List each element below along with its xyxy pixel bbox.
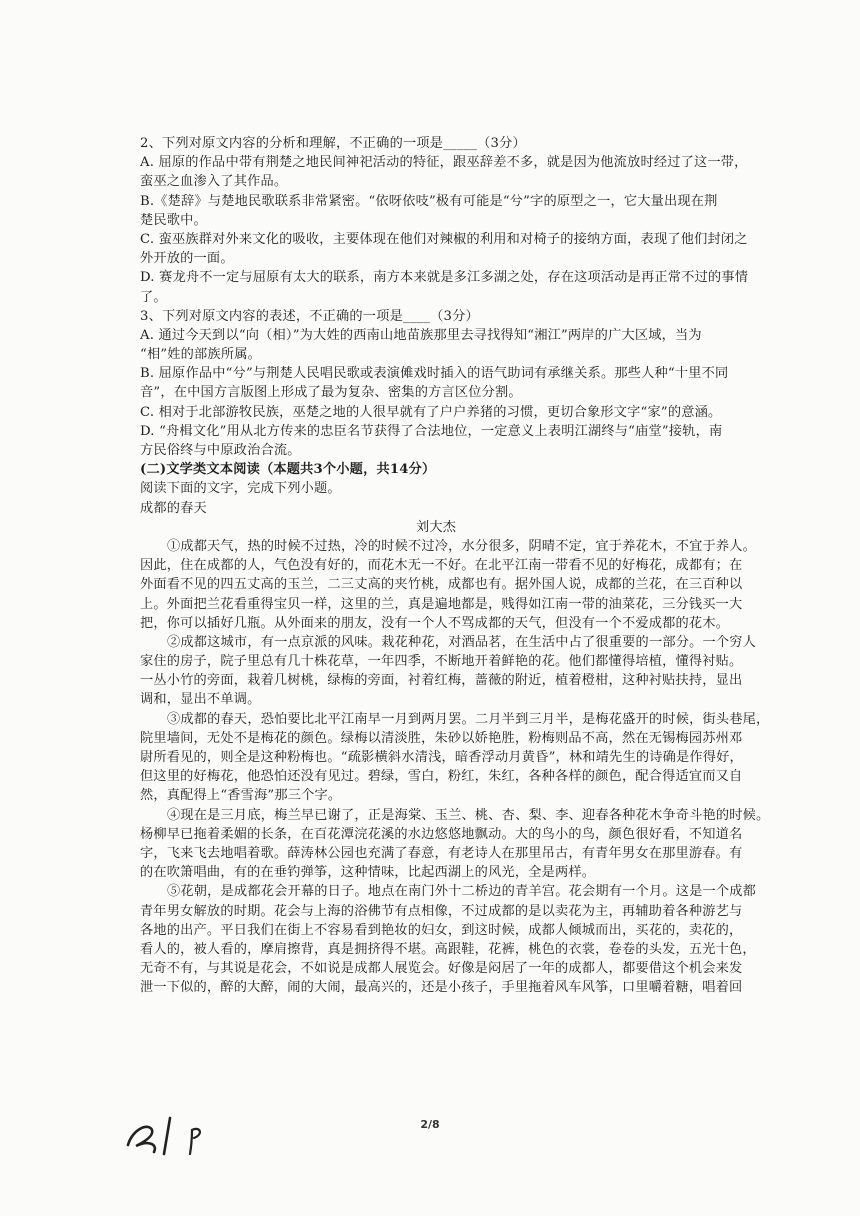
text-line: 字，飞来飞去地唱着歌。薛涛林公园也充满了春意，有老诗人在那里吊古，有青年男女在那里游春。有 xyxy=(140,845,743,861)
text-line: 调和，显出不单调。 xyxy=(140,692,261,708)
text-line: C. 相对于北部游牧民族，巫楚之地的人很早就有了户户养猪的习惯，更切合象形文字“家”的意涵。 xyxy=(140,404,722,420)
text-line: 外面看不见的四五丈高的玉兰，二三丈高的夹竹桃，成都也有。据外国人说，成都的兰花，在三百种以 xyxy=(140,577,743,593)
text-line: 院里墙间，无处不是梅花的颜色。绿梅以清淡胜，朱砂以娇艳胜，粉梅则品不高，然在无锡梅园苏州邓 xyxy=(140,730,743,746)
document-body xyxy=(140,134,770,997)
text-line: ④现在是三月底，梅兰早已谢了，正是海棠、玉兰、桃、杏、梨、李、迎春各种花木争奇斗艳的时候。 xyxy=(167,807,770,823)
text-line: 方民俗终与中原政治合流。 xyxy=(140,443,301,458)
text-line: 看人的，被人看的，摩肩擦背，真是拥挤得不堪。高跟鞋，花裤，桃色的衣裳，卷卷的头发，五光十色， xyxy=(140,941,756,957)
section-heading: (二)文学类文本阅读（本题共3个小题，共14分） xyxy=(140,462,436,478)
text-line: 2、下列对原文内容的分析和理解，不正确的一项是_____（3分） xyxy=(140,136,526,151)
text-line: 泄一下似的，醉的大醉，闹的大闹，最高兴的，还是小孩子，手里拖着风车风筝，口里嚼着糖，唱着回 xyxy=(140,980,743,996)
text-line: ①成都天气，热的时候不过热，冷的时候不过冷，水分很多，阴晴不定，宜于养花木，不宜于养人。 xyxy=(167,538,757,554)
text-line: 楚民歌中。 xyxy=(140,212,207,228)
text-line: 然，真配得上“香雪海”那三个字。 xyxy=(140,788,342,804)
text-line: B.《楚辞》与楚地民歌联系非常紧密。“依呀依吱”极有可能是“兮”字的原型之一，它大量出现在荆 xyxy=(140,193,718,209)
text-line: 因此，住在成都的人，气色没有好的，而花木无一不好。在北平江南一带看不见的好梅花，成都有；在 xyxy=(140,558,743,574)
text-line: 了。 xyxy=(140,289,167,305)
text-line: 3、下列对原文内容的表述，不正确的一项是____（3分） xyxy=(140,308,479,324)
text-line: D. 赛龙舟不一定与屈原有太大的联系，南方本来就是多江多湖之处，存在这项活动是再正常不过的事情 xyxy=(140,270,749,286)
text-line: ⑤花朝，是成都花会开幕的日子。地点在南门外十二桥边的青羊宫。花会期有一个月。这是一个成都 xyxy=(167,884,757,900)
text-line: 外开放的一面。 xyxy=(140,251,234,267)
text-line: 阅读下面的文字，完成下列小题。 xyxy=(140,481,341,497)
text-line: A. 通过今天到以“向（相）”为大姓的西南山地苗族那里去寻找得知“湘江”两岸的广大区域，当为 xyxy=(140,327,702,343)
article-author: 刘大杰 xyxy=(416,519,457,535)
text-line: 音”，在中国方言版图上形成了最为复杂、密集的方言区位分割。 xyxy=(140,385,522,401)
text-line: ③成都的春天，恐怕要比北平江南早一月到两月罢。二月半到三月半，是梅花盛开的时候，街头巷尾， xyxy=(167,711,770,727)
text-line: 无奇不有，与其说是花会，不如说是成都人展览会。好像是闷居了一年的成都人，都要借这个机会来发 xyxy=(140,961,743,977)
text-line: C. 蛮巫族群对外来文化的吸收，主要体现在他们对辣椒的利用和对椅子的接纳方面，表现了他们封闭之 xyxy=(140,231,748,247)
text-line: 家住的房子，院子里总有几十株花草，一年四季，不断地开着鲜艳的花。他们都懂得培植，懂得衬贴。 xyxy=(140,654,743,670)
text-line: D. “舟楫文化”用从北方传来的忠臣名节获得了合法地位，一定意义上表明江湖终与“庙堂”接轨，南 xyxy=(140,423,723,439)
text-line: 蛮巫之血渗入了其作品。 xyxy=(140,174,288,190)
text-line: 杨柳早已拖着柔媚的长条，在百花潭浣花溪的水边悠悠地飘动。大的鸟小的鸟，颜色很好看，不知道名 xyxy=(140,826,743,842)
text-line: A. 屈原的作品中带有荆楚之地民间神祀活动的特征，跟巫辞差不多，就是因为他流放时经过了这一带， xyxy=(140,155,748,171)
text-line: 但这里的好梅花，他恐怕还没有见过。碧绿，雪白，粉红，朱红，各种各样的颜色，配合得适宜而又自 xyxy=(140,769,743,785)
text-line: 一丛小竹的旁面，栽着几树桃，绿梅的旁面，衬着红梅，蔷薇的附近，植着橙柑，这种衬贴扶持，显出 xyxy=(140,673,743,689)
text-line: 把，你可以插好几瓶。从外面来的朋友，没有一个人不骂成都的天气，但没有一个不爱成都的花木。 xyxy=(140,615,730,631)
text-line: ②成都这城市，有一点京派的风味。栽花种花，对酒品茗，在生活中占了很重要的一部分。一个穷人 xyxy=(167,634,757,650)
text-line: 的在吹箫唱曲，有的在垂钓弹筝，这种情味，比起西湖上的风光，全是两样。 xyxy=(140,865,596,881)
text-line: 尉所看见的，则全是这种粉梅也。“疏影横斜水清浅，暗香浮动月黄昏”，林和靖先生的诗确是作得好， xyxy=(140,750,743,765)
text-line: 青年男女解放的时期。花会与上海的浴佛节有点相像，不过成都的是以卖花为主，再辅助着各种游艺与 xyxy=(140,903,743,919)
text-line: 各地的出产。平日我们在街上不容易看到艳妆的妇女，到这时候，成都人倾城而出，买花的，卖花的， xyxy=(140,922,743,938)
text-line: 上。外面把兰花看重得宝贝一样，这里的兰，真是遍地都是，贱得如江南一带的油菜花，三分钱买一大 xyxy=(140,596,743,612)
page-number: 2/8 xyxy=(420,1118,440,1131)
text-line: “相”姓的部族所属。 xyxy=(140,347,261,363)
text-line: 成都的春天 xyxy=(140,500,207,516)
text-line: B. 屈原作品中“兮”与荆楚人民唱民歌或表演傩戏时插入的语气助词有承继关系。那些人种“十里不同 xyxy=(140,366,729,382)
